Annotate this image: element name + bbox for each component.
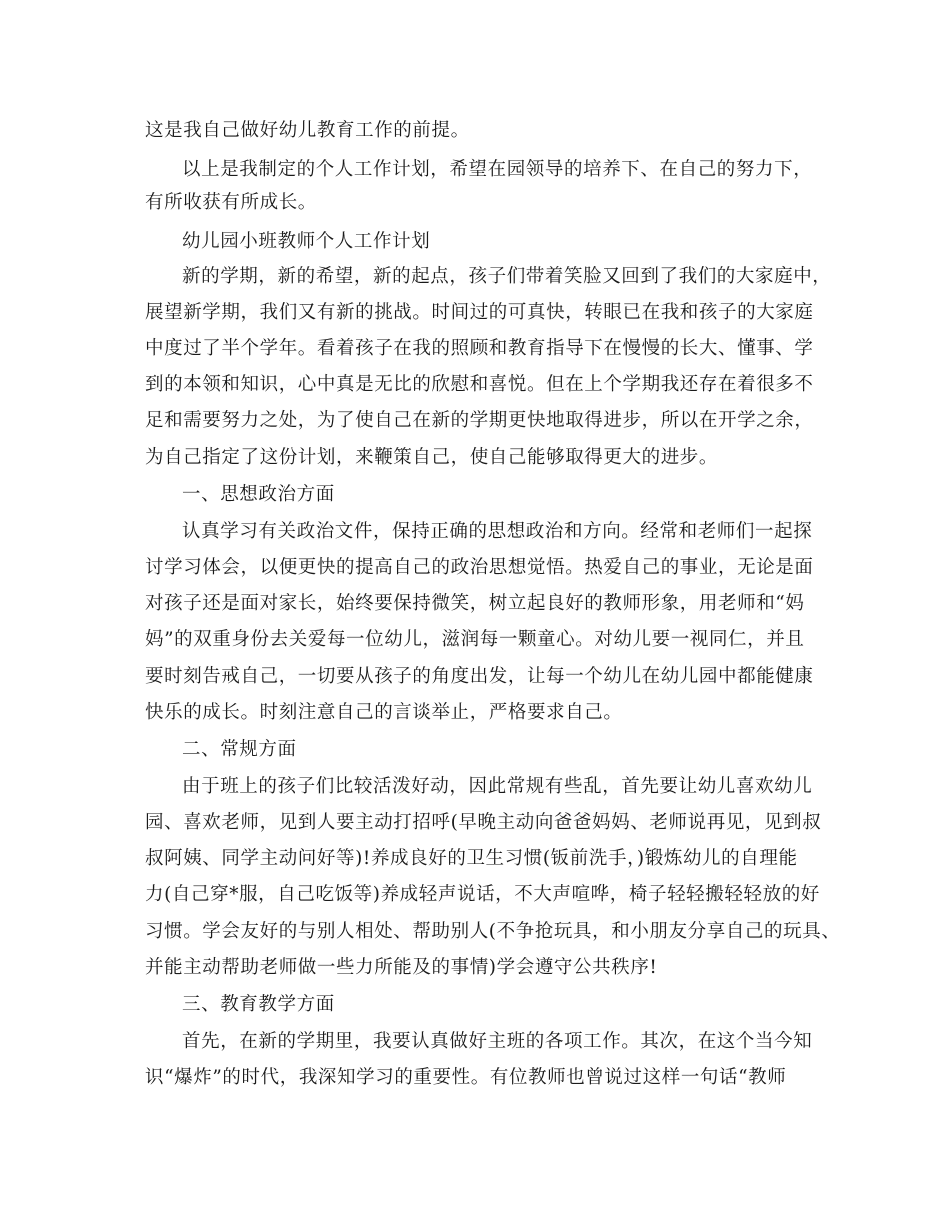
text-line-3: 有所收获有所成长。 — [145, 192, 317, 213]
text-line-24: 并能主动帮助老师做一些力所能及的事情)学会遵守公共秩序! — [145, 957, 658, 978]
text-line-27: 识“爆炸”的时代，我深知学习的重要性。有位教师也曾说过这样一句话“教师 — [145, 1067, 787, 1088]
text-line-8: 到的本领和知识，心中真是无比的欣慰和喜悦。但在上个学期我还存在着很多不 — [145, 374, 814, 395]
text-line-13: 讨学习体会，以便更快的提高自己的政治思想觉悟。热爱自己的事业，无论是面 — [145, 557, 814, 578]
text-line-21: 叔阿姨、同学主动问好等)!养成良好的卫生习惯(钣前洗手，)锻炼幼儿的自理能 — [145, 848, 798, 869]
section-heading-3: 三、教育教学方面 — [182, 994, 335, 1015]
text-line-5: 新的学期，新的希望，新的起点，孩子们带着笑脸又回到了我们的大家庭中， — [182, 266, 832, 287]
text-line-10: 为自己指定了这份计划，来鞭策自己，使自己能够取得更大的进步。 — [145, 447, 719, 468]
text-line-6: 展望新学期，我们又有新的挑战。时间过的可真快，转眼已在我和孩子的大家庭 — [145, 302, 814, 323]
text-line-19: 由于班上的孩子们比较活泼好动，因此常规有些乱，首先要让幼儿喜欢幼儿 — [182, 776, 813, 797]
text-line-7: 中度过了半个学年。看着孩子在我的照顾和教育指导下在慢慢的长大、懂事、学 — [145, 338, 814, 359]
section-heading-1: 一、思想政治方面 — [182, 484, 335, 505]
text-line-20: 园、喜欢老师，见到人要主动打招呼(早晚主动向爸爸妈妈、老师说再见，见到叔 — [145, 812, 822, 833]
text-line-14: 对孩子还是面对家长，始终要保持微笑，树立起良好的教师形象，用老师和“妈 — [145, 593, 805, 614]
text-line-1: 这是我自己做好幼儿教育工作的前提。 — [145, 120, 470, 141]
text-line-17: 快乐的成长。时刻注意自己的言谈举止，严格要求自己。 — [145, 702, 623, 723]
text-line-23: 习惯。学会友好的与别人相处、帮助别人(不争抢玩具，和小朋友分享自己的玩具、 — [145, 921, 841, 942]
text-line-26: 首先，在新的学期里，我要认真做好主班的各项工作。其次，在这个当今知 — [182, 1031, 813, 1052]
text-line-16: 要时刻告戒自己，一切要从孩子的角度出发，让每一个幼儿在幼儿园中都能健康 — [145, 666, 814, 687]
section-heading-2: 二、常规方面 — [182, 739, 297, 760]
section-heading-plan: 幼儿园小班教师个人工作计划 — [182, 231, 431, 252]
text-line-9: 足和需要努力之处，为了使自己在新的学期更快地取得进步，所以在开学之余， — [145, 410, 814, 431]
text-line-15: 妈”的双重身份去关爱每一位幼儿，滋润每一颗童心。对幼儿要一视同仁，并且 — [145, 629, 805, 650]
text-line-2: 以上是我制定的个人工作计划，希望在园领导的培养下、在自己的努力下， — [182, 159, 813, 180]
text-line-12: 认真学习有关政治文件，保持正确的思想政治和方向。经常和老师们一起探 — [182, 521, 813, 542]
text-line-22: 力(自己穿*服，自己吃饭等)养成轻声说话，不大声喧哗，椅子轻轻搬轻轻放的好 — [145, 884, 820, 905]
